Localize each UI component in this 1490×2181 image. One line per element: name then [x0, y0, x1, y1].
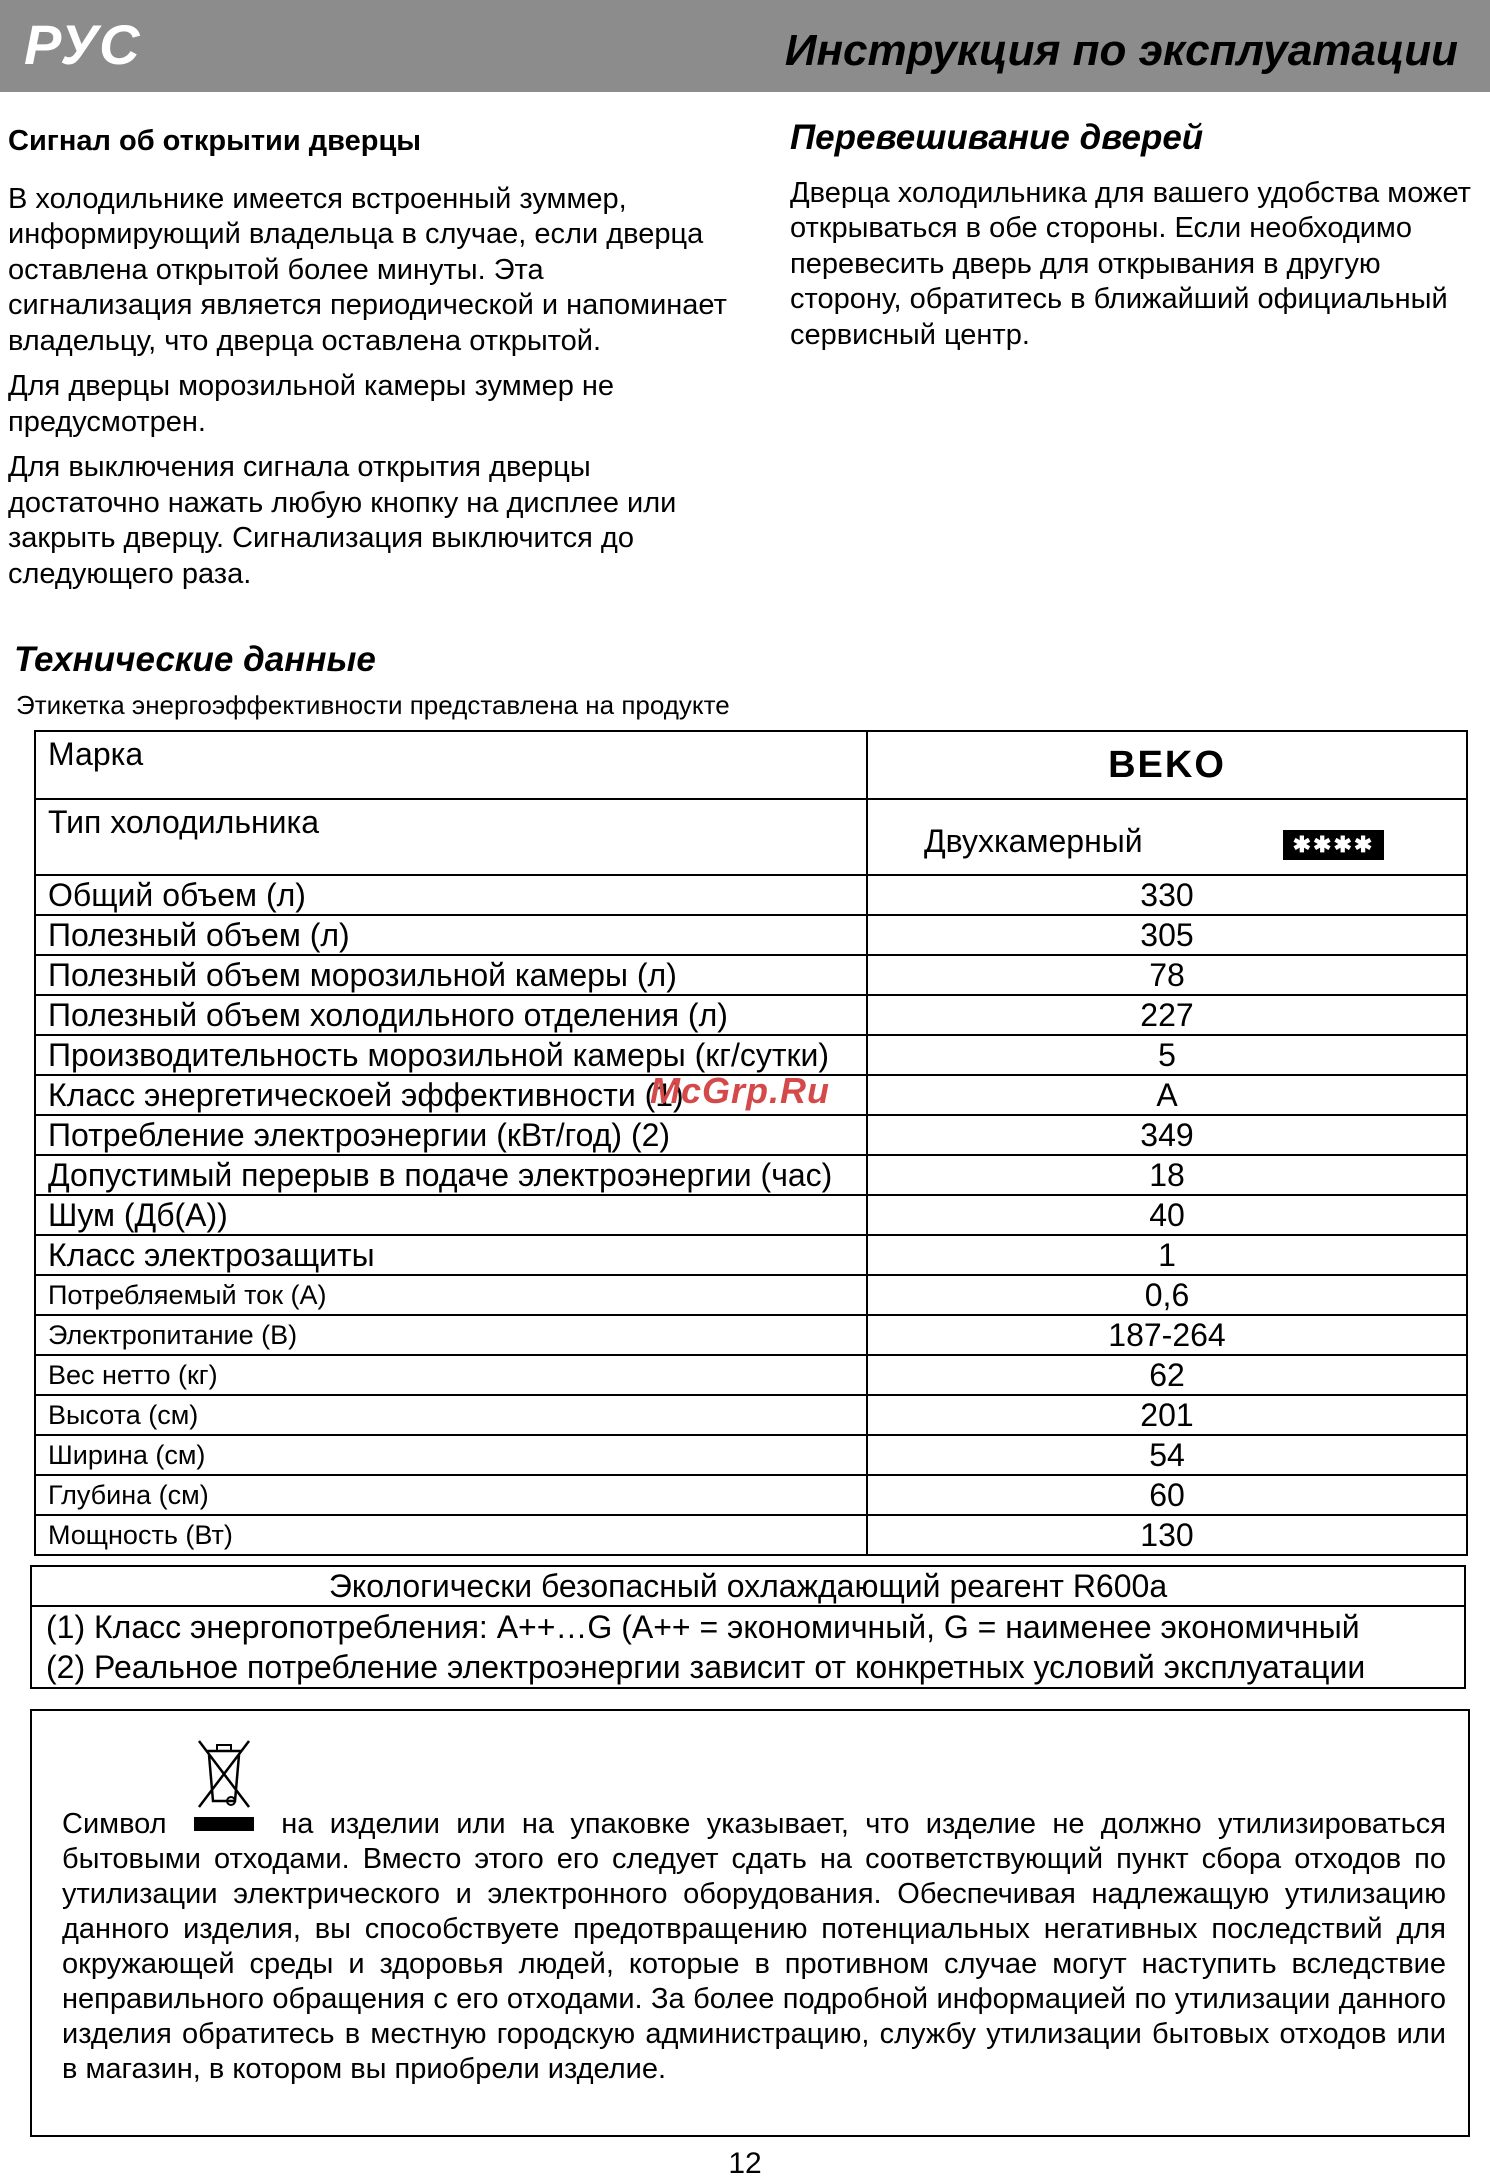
eco-refrigerant-note: Экологически безопасный охлаждающий реагент R600a	[32, 1567, 1464, 1607]
spec-value: 5	[867, 1035, 1467, 1075]
table-row	[35, 1315, 1467, 1355]
tech-data-heading: Технические данные	[14, 640, 376, 679]
energy-label-note: Этикетка энергоэффективности представлена на продукте	[16, 690, 730, 720]
spec-label: Полезный объем холодильного отделения (л)	[35, 995, 867, 1035]
spec-value: 330	[867, 875, 1467, 915]
spec-value: 0,6	[867, 1275, 1467, 1315]
spec-value	[867, 799, 1467, 875]
door-signal-heading: Сигнал об открытии дверцы	[8, 125, 422, 157]
table-row	[35, 875, 1467, 915]
weee-text: на изделии или на упаковке указывает, что изделие не должно утилизироваться бытовыми отходами. Вместо этого его следует сдать на соответствующий пункт сбора отходов по утилизации электрического и электронного оборудования. Обеспечивая надлежащую утилизацию данного изделия, вы способствуете предотвращению потенциальных негативных последствий для окружающей среды и здоровья людей, которые в противном случае могут наступить вследствие неправильного обращения с его отходами. За более подробной информацией по утилизации данного изделия обратитесь в местную городскую администрацию, службу утилизации бытовых отходов или в магазин, в котором вы приобрели изделие.	[62, 1808, 1447, 2085]
spec-label: Глубина (см)	[35, 1475, 867, 1515]
table-row	[35, 995, 1467, 1035]
spec-label: Допустимый перерыв в подаче электроэнергии (час)	[35, 1155, 867, 1195]
spec-label: Марка	[35, 731, 867, 799]
table-row	[35, 1515, 1467, 1555]
door-reversal-paragraph: Дверца холодильника для вашего удобства может открываться в обе стороны. Если необходимо перевесить дверь для открывания в другую сторону, обратитесь в ближайший официальный сервисный центр.	[790, 176, 1471, 351]
table-row	[35, 1355, 1467, 1395]
table-row	[35, 1155, 1467, 1195]
spec-label: Шум (Дб(А))	[35, 1195, 867, 1235]
spec-value: 187-264	[867, 1315, 1467, 1355]
spec-label: Мощность (Вт)	[35, 1515, 867, 1555]
fridge-type-value: Двухкамерный	[924, 823, 1143, 859]
table-row	[35, 955, 1467, 995]
table-row	[35, 799, 1467, 875]
spec-value: 78	[867, 955, 1467, 995]
brand-logo: BEKO	[867, 731, 1467, 799]
spec-label: Ширина (см)	[35, 1435, 867, 1475]
crossed-out-bin-icon	[193, 1807, 255, 1837]
spec-rows	[35, 875, 1467, 1555]
footnote-2: (2) Реальное потребление электроэнергии зависит от конкретных условий эксплуатации	[46, 1649, 1366, 1685]
spec-value: A	[867, 1075, 1467, 1115]
table-row	[35, 1115, 1467, 1155]
spec-value: 130	[867, 1515, 1467, 1555]
table-row	[35, 731, 1467, 799]
table-row	[35, 915, 1467, 955]
page-number: 12	[728, 2147, 762, 2180]
spec-label: Полезный объем морозильной камеры (л)	[35, 955, 867, 995]
weee-disposal-box	[30, 1709, 1470, 2137]
page-header	[0, 0, 1490, 92]
door-reversal-section	[790, 120, 1480, 363]
spec-label: Класс энергетическоей эффективности (1)	[35, 1075, 867, 1115]
spec-label: Тип холодильника	[35, 799, 867, 875]
door-signal-paragraph: Для дверцы морозильной камеры зуммер не предусмотрен.	[8, 370, 615, 438]
weee-prefix: Символ	[62, 1808, 167, 1840]
table-row	[35, 1235, 1467, 1275]
spec-value: 1	[867, 1235, 1467, 1275]
spec-value: 349	[867, 1115, 1467, 1155]
spec-label: Класс электрозащиты	[35, 1235, 867, 1275]
spec-value: 40	[867, 1195, 1467, 1235]
spec-label: Электропитание (В)	[35, 1315, 867, 1355]
spec-value: 227	[867, 995, 1467, 1035]
door-reversal-heading: Перевешивание дверей	[790, 118, 1204, 157]
spec-table	[34, 730, 1468, 1556]
footnote-1: (1) Класс энергопотребления: A++…G (A++ = экономичный, G = наименее экономичный	[46, 1609, 1360, 1645]
spec-label: Потребляемый ток (А)	[35, 1275, 867, 1315]
spec-label: Высота (см)	[35, 1395, 867, 1435]
spec-value: 54	[867, 1435, 1467, 1475]
spec-label: Общий объем (л)	[35, 875, 867, 915]
table-row	[35, 1035, 1467, 1075]
notes-box	[30, 1565, 1466, 1689]
door-signal-paragraph: В холодильнике имеется встроенный зуммер, информирующий владельца в случае, если дверца оставлена открытой более минуты. Эта сигнализация является периодической и напоминает владельцу, что дверца оставлена открытой.	[8, 182, 727, 357]
manual-title: Инструкция по эксплуатации	[784, 26, 1458, 75]
spec-label: Потребление электроэнергии (кВт/год) (2)	[35, 1115, 867, 1155]
table-row	[35, 1395, 1467, 1435]
spec-label: Полезный объем (л)	[35, 915, 867, 955]
language-label: РУС	[24, 13, 141, 76]
spec-value: 60	[867, 1475, 1467, 1515]
door-signal-section	[8, 124, 728, 602]
spec-label: Производительность морозильной камеры (кг/сутки)	[35, 1035, 867, 1075]
table-row	[35, 1195, 1467, 1235]
door-signal-paragraph: Для выключения сигнала открытия дверцы достаточно нажать любую кнопку на дисплее или закрыть дверцу. Сигнализация выключится до следующего раза.	[8, 451, 677, 590]
watermark: McGrp.Ru	[650, 1070, 831, 1111]
spec-label: Вес нетто (кг)	[35, 1355, 867, 1395]
table-row	[35, 1475, 1467, 1515]
spec-value: 18	[867, 1155, 1467, 1195]
four-star-freezer-icon: ✱✱✱✱	[1283, 830, 1385, 860]
spec-value: 62	[867, 1355, 1467, 1395]
spec-value: 305	[867, 915, 1467, 955]
table-row	[35, 1275, 1467, 1315]
table-row	[35, 1435, 1467, 1475]
spec-value: 201	[867, 1395, 1467, 1435]
